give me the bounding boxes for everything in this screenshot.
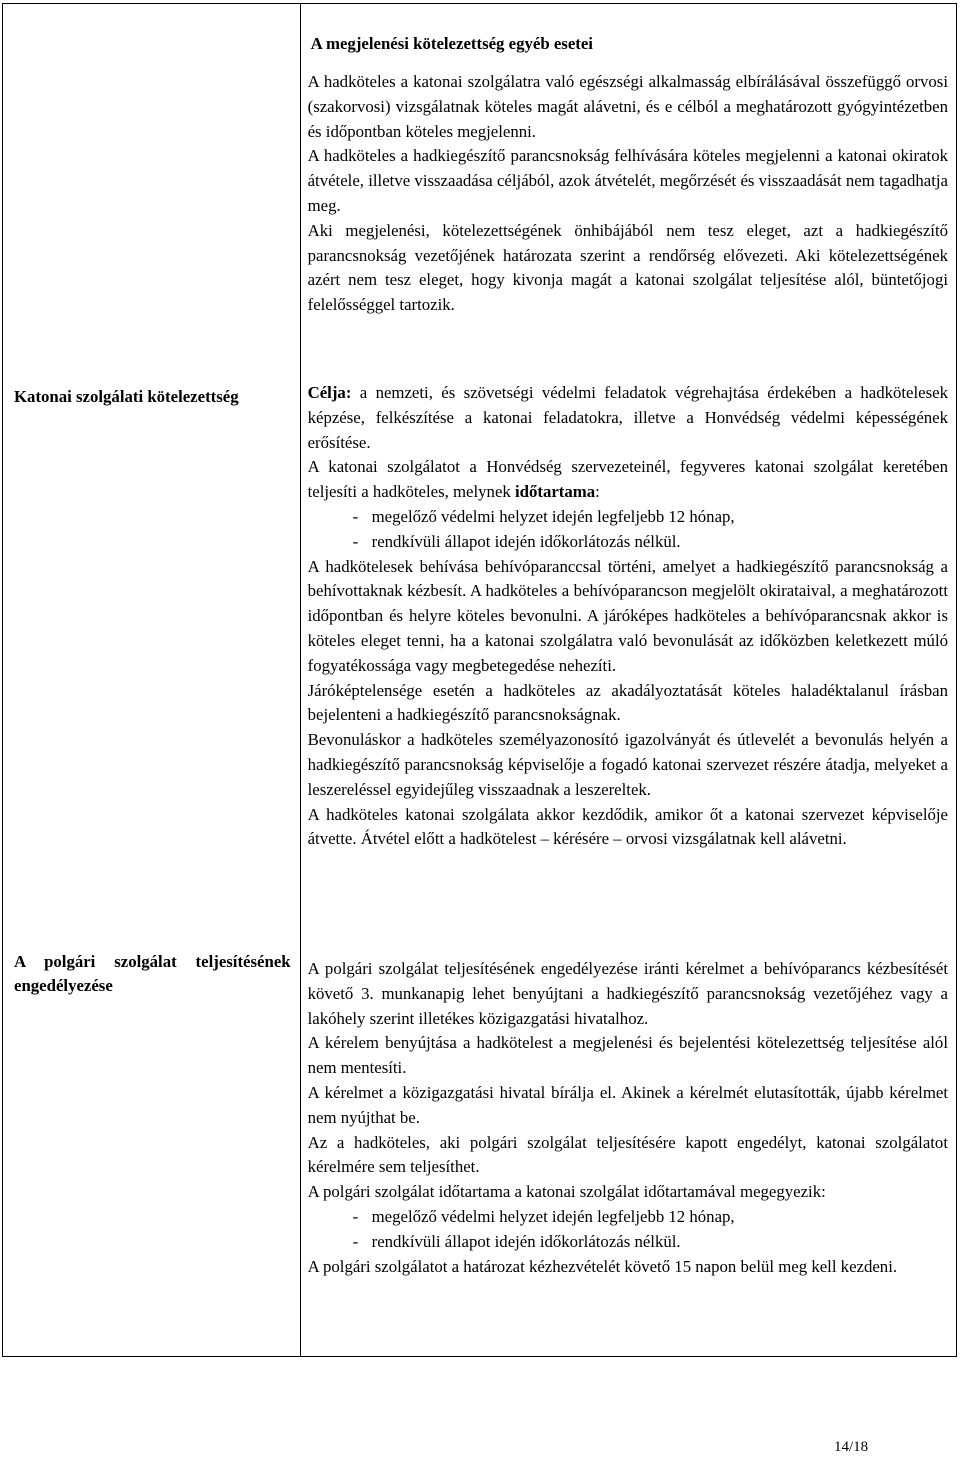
- paragraph: A hadköteles a hadkiegészítő parancsnokság felhívására köteles megjelenni a katonai okiratok átvétele, illetve visszaadása céljából, azok átvételét, megőrzését és visszaadását nem tagadhatja meg.: [307, 146, 948, 215]
- section-appearance: [301, 4, 956, 318]
- list-item: [301, 505, 956, 530]
- paragraph: A kérelem benyújtása a hadkötelest a megjelenési és bejelentési kötelezettség teljesítése alól nem mentesíti.: [307, 1033, 948, 1078]
- dash-marker: -: [352, 531, 359, 551]
- paragraph: A polgári szolgálatot a határozat kézhezvételét követő 15 napon belül meg kell kezdeni.: [307, 1256, 898, 1276]
- list-item-text: megelőző védelmi helyzet idején legfeljebb 12 hónap,: [371, 506, 735, 526]
- page-number: 14/18: [834, 1439, 869, 1455]
- duration-bold: időtartama: [514, 482, 596, 502]
- paragraph-text: a nemzeti, és szövetségi védelmi feladatok végrehajtása érdekében a hadkötelesek képzése, felkészítése a katonai feladatokra, illetve a Honvédség védelmi képességének erősítése.: [307, 383, 948, 452]
- paragraph-text: :: [595, 482, 600, 502]
- content-table: [2, 3, 957, 1357]
- list-item-text: rendkívüli állapot idején időkorlátozás nélkül.: [371, 531, 681, 551]
- dash-marker: -: [352, 1206, 359, 1226]
- list-item: [301, 1205, 956, 1230]
- section-civil-service: [301, 957, 956, 1279]
- list-item-text: rendkívüli állapot idején időkorlátozás nélkül.: [371, 1231, 681, 1251]
- list-item-text: megelőző védelmi helyzet idején legfeljebb 12 hónap,: [371, 1206, 735, 1226]
- paragraph: Az a hadköteles, aki polgári szolgálat teljesítésére kapott engedélyt, katonai szolgálatot kérelmére sem teljesíthet.: [307, 1132, 948, 1177]
- dash-marker: -: [352, 506, 359, 526]
- section-title: A megjelenési kötelezettség egyéb esetei: [310, 34, 593, 53]
- paragraph: Aki megjelenési, kötelezettségének önhibájából nem tesz eleget, azt a hadkiegészítő parancsnokság vezetőjének határozata szerint a rendőrség elővezeti. Aki kötelezettségének azért nem tesz eleget, hogy kivonja magát a katonai szolgálat teljesítése alól, büntetőjogi felelősséggel tartozik.: [307, 220, 948, 315]
- paragraph: A hadkötelesek behívása behívóparanccsal történi, amelyet a hadkiegészítő parancsnokság a behívottaknak kézbesít. A hadköteles a behívóparancson megjelölt okirataival, a meghatározott időpontban és helyre köteles bevonulni. A járóképes hadköteles a behívóparancsnak akkor is köteles eleget tenni, ha a katonai szolgálatra való bevonulását az időközben keletkezett múló fogyatékossága vagy megbetegedése nehezíti.: [307, 556, 948, 675]
- dash-marker: -: [352, 1231, 359, 1251]
- label-military-service: Katonai szolgálati kötelezettség: [14, 387, 239, 406]
- paragraph: Bevonuláskor a hadköteles személyazonosító igazolványát és útlevelét a bevonulás helyén a hadkiegészítő parancsnokság képviselője a fogadó katonai szervezet részére átadja, melyeket a leszereléssel egyidejűleg visszaadnak a leszereltek.: [307, 730, 948, 799]
- paragraph: A hadköteles katonai szolgálata akkor kezdődik, amikor őt a katonai szervezet képviselője átvette. Átvétel előtt a hadkötelest – kérésére – orvosi vizsgálatnak kell alávetni.: [307, 804, 948, 849]
- paragraph: Járóképtelensége esetén a hadköteles az akadályoztatását köteles haladéktalanul írásban bejelenteni a hadkiegészítő parancsnokságnak.: [307, 680, 948, 725]
- label-civil-service: A polgári szolgálat teljesítésének engedélyezése: [14, 952, 291, 995]
- paragraph: A polgári szolgálat időtartama a katonai szolgálat időtartamával megegyezik:: [307, 1182, 826, 1202]
- left-column: [3, 4, 301, 1357]
- paragraph-text: A katonai szolgálatot a Honvédség szervezeteinél, fegyveres katonai szolgálat keretében teljesíti a hadköteles, melynek: [307, 457, 948, 502]
- paragraph: A hadköteles a katonai szolgálatra való egészségi alkalmasság elbírálásával összefüggő orvosi (szakorvosi) vizsgálatnak köteles magát alávetni, és e célból a meghatározott gyógyintézetben és időpontban köteles megjelenni.: [307, 72, 948, 141]
- paragraph: A polgári szolgálat teljesítésének engedélyezése iránti kérelmet a behívóparancs kézbesítését követő 3. munkanapig lehet benyújtani a hadkiegészítő parancsnokság vezetőjéhez vagy a lakóhely szerint illetékes közigazgatási hivatalhoz.: [307, 959, 948, 1028]
- lead-bold: Célja:: [307, 383, 352, 402]
- list-item: [301, 530, 956, 555]
- paragraph: [301, 381, 956, 455]
- right-column: [300, 4, 956, 1357]
- paragraph: [301, 455, 956, 505]
- section-military-service: [301, 381, 956, 852]
- paragraph: A kérelmet a közigazgatási hivatal bírálja el. Akinek a kérelmét elutasították, újabb kérelmet nem nyújthat be.: [307, 1082, 948, 1127]
- list-item: [301, 1230, 956, 1255]
